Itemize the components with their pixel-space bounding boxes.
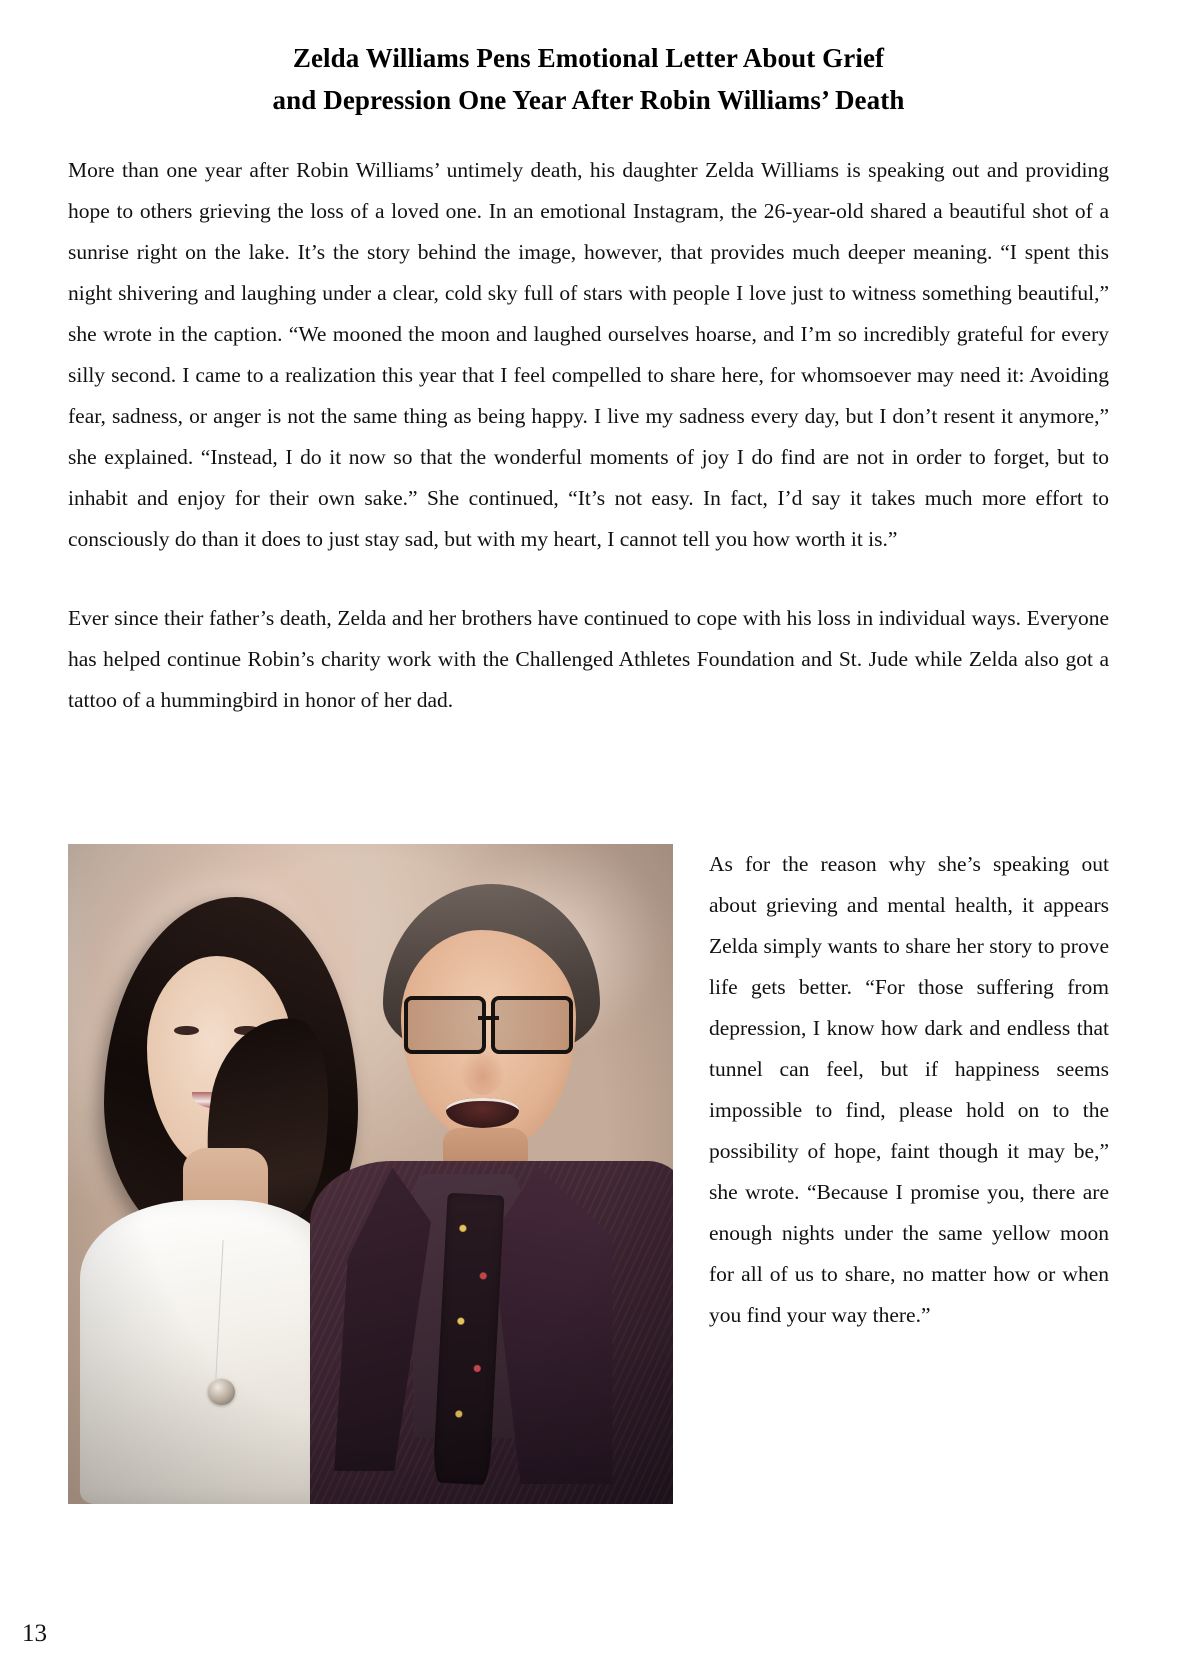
paragraph-3: As for the reason why she’s speaking out about grieving and mental health, it appears Zelda simply wants to share her story to prove life gets better. “For those suffering from depression, I know how dark and endless that tunnel can feel, but if happiness seems impossible to find, please hold on to the possibility of hope, faint though it may be,” she wrote. “Because I promise you, there are enough nights under the same yellow moon for all of us to share, no matter how or when you find your way there.” <box>709 852 1109 1327</box>
page-title-line-2: and Depression One Year After Robin Williams’ Death <box>272 84 905 115</box>
article-lower-section <box>68 844 1109 1504</box>
page-title-line-1: Zelda Williams Pens Emotional Letter About Grief <box>292 43 885 73</box>
page-title <box>0 0 1177 122</box>
page-number: 13 <box>22 1620 47 1647</box>
article-photo-wrapper <box>68 844 673 1504</box>
photo-robin-lens-left <box>404 996 487 1054</box>
photo-robin-nose <box>461 1049 503 1095</box>
photo-zelda-white-top <box>80 1200 334 1504</box>
article-photo <box>68 844 673 1504</box>
article-body <box>68 150 1109 721</box>
photo-robin-lens-right <box>491 996 574 1054</box>
photo-robin-glasses <box>404 996 573 1046</box>
paragraph-1: More than one year after Robin Williams’ untimely death, his daughter Zelda Williams is speaking out and providing hope to others grieving the loss of a loved one. In an emotional Instagram, the 26-year-old shared a beautiful shot of a sunrise right on the lake. It’s the story behind the image, however, that provides much deeper meaning. “I spent this night shivering and laughing under a clear, cold sky full of stars with people I love just to witness something beautiful,” she wrote in the caption. “We mooned the moon and laughed ourselves hoarse, and I’m so incredibly grateful for every silly second. I came to a realization this year that I feel compelled to share here, for whomsoever may need it: Avoiding fear, sadness, or anger is not the same thing as being happy. I live my sadness every day, but I don’t resent it anymore,” she explained. “Instead, I do it now so that the wonderful moments of joy I do find are not in order to forget, but to inhabit and enjoy for their own sake.” She continued, “It’s not easy. In fact, I’d say it takes much more effort to consciously do than it does to just stay sad, but with my heart, I cannot tell you how worth it is.” <box>68 158 1109 551</box>
photo-zelda-necklace-pendant <box>208 1379 235 1405</box>
paragraph-2: Ever since their father’s death, Zelda and her brothers have continued to cope with his loss in individual ways. Everyone has helped continue Robin’s charity work with the Challenged Athletes Foundation and St. Jude while Zelda also got a tattoo of a hummingbird in honor of her dad. <box>68 606 1109 712</box>
article-side-column <box>709 844 1109 1336</box>
